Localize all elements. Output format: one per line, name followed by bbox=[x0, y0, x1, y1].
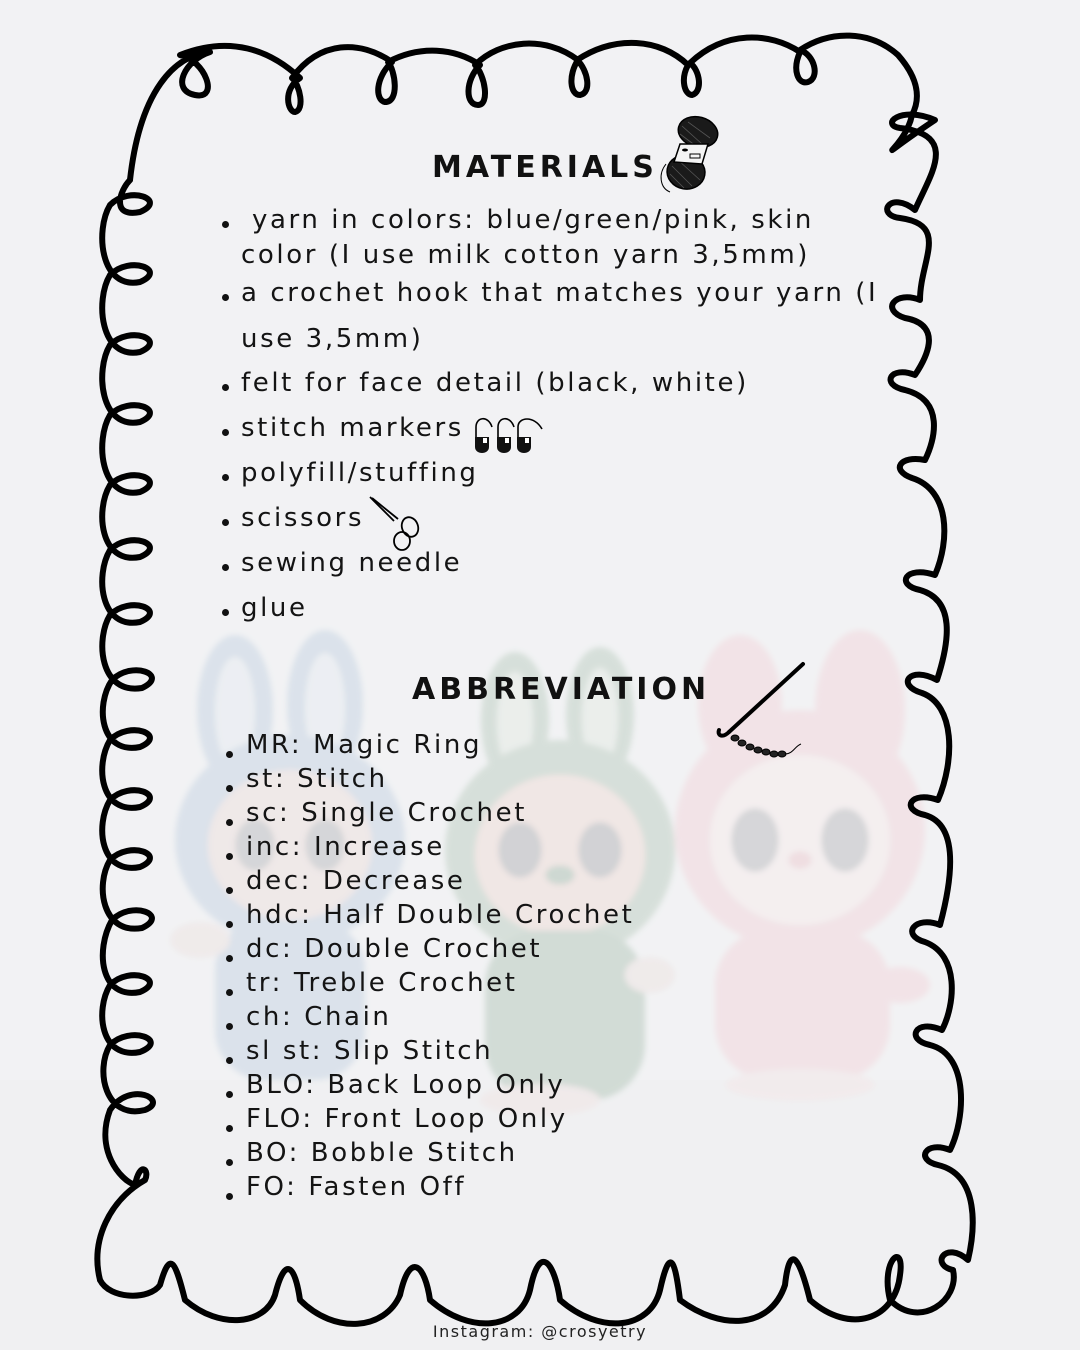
materials-item-text: scissors bbox=[241, 503, 365, 533]
abbreviation-text: sc: Single Crochet bbox=[246, 798, 528, 828]
abbreviation-text: FLO: Front Loop Only bbox=[246, 1104, 568, 1134]
bullet bbox=[226, 1023, 233, 1030]
materials-item-text: a crochet hook that matches your yarn (I bbox=[241, 278, 879, 308]
bullet bbox=[226, 921, 233, 928]
bullet bbox=[226, 989, 233, 996]
bullet bbox=[222, 609, 229, 616]
bullet bbox=[226, 1159, 233, 1166]
abbreviation-text: FO: Fasten Off bbox=[246, 1172, 467, 1202]
bullet bbox=[222, 474, 229, 481]
crochet-hook-icon bbox=[705, 658, 815, 758]
bullet bbox=[226, 853, 233, 860]
bullet bbox=[226, 819, 233, 826]
abbreviation-text: sl st: Slip Stitch bbox=[246, 1036, 494, 1066]
bullet bbox=[226, 751, 233, 758]
bullet bbox=[222, 564, 229, 571]
bullet bbox=[222, 294, 229, 301]
abbreviation-text: dc: Double Crochet bbox=[246, 934, 543, 964]
materials-item-text: stitch markers bbox=[241, 413, 464, 443]
materials-item-text: polyfill/stuffing bbox=[241, 458, 479, 488]
abbreviation-text: tr: Treble Crochet bbox=[246, 968, 518, 998]
abbreviation-text: ch: Chain bbox=[246, 1002, 392, 1032]
materials-heading: MATERIALS bbox=[432, 150, 658, 185]
materials-item-text: glue bbox=[241, 593, 308, 623]
materials-item-text: felt for face detail (black, white) bbox=[241, 368, 749, 398]
instagram-handle: Instagram: @crosyetry bbox=[432, 1322, 648, 1341]
abbreviation-heading: ABBREVIATION bbox=[412, 672, 711, 707]
stitch-markers-icon bbox=[472, 413, 552, 457]
abbreviation-text: dec: Decrease bbox=[246, 866, 466, 896]
abbreviation-text: MR: Magic Ring bbox=[246, 730, 483, 760]
bullet bbox=[226, 1091, 233, 1098]
bullet bbox=[226, 785, 233, 792]
bullet bbox=[226, 887, 233, 894]
bullet bbox=[226, 1057, 233, 1064]
materials-item-text: yarn in colors: blue/green/pink, skin bbox=[252, 205, 814, 235]
bullet bbox=[222, 384, 229, 391]
abbreviation-text: inc: Increase bbox=[246, 832, 445, 862]
scissors-icon bbox=[368, 495, 424, 555]
abbreviation-text: hdc: Half Double Crochet bbox=[246, 900, 635, 930]
bullet bbox=[222, 519, 229, 526]
materials-item-text: sewing needle bbox=[241, 548, 463, 578]
abbreviation-text: BLO: Back Loop Only bbox=[246, 1070, 566, 1100]
materials-item-text: use 3,5mm) bbox=[241, 324, 424, 354]
abbreviation-text: BO: Bobble Stitch bbox=[246, 1138, 518, 1168]
bullet bbox=[222, 221, 229, 228]
bullet bbox=[226, 955, 233, 962]
abbreviation-text: st: Stitch bbox=[246, 764, 388, 794]
materials-item-text: color (I use milk cotton yarn 3,5mm) bbox=[241, 240, 811, 270]
bullet bbox=[226, 1125, 233, 1132]
bullet bbox=[222, 429, 229, 436]
yarn-skein-icon bbox=[652, 114, 722, 194]
bullet bbox=[226, 1193, 233, 1200]
